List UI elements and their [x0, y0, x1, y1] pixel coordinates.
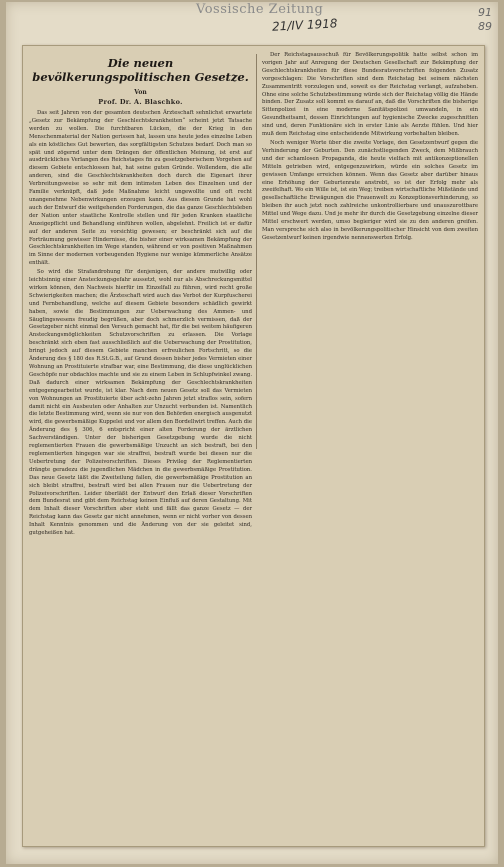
paragraph: Noch weniger Worte über die zweite Vorlage, den Gesetzentwurf gegen die Verhinderung der Geburten. Den zunächstliegenden Zweck, dem Mißbrauch und der schamlosen Propaganda, die heute vielfach mit antikonzeptionellen Mitteln getrieben wird, entgegenzuwirken, würde ein solches Gesetz im gewissen Umfange erreichen können. Wenn das Gesetz aber darüber hinaus eine Erhöhung der Geburtenrate anstrebt, so ist der Erfolg mehr als zweifelhaft. Wo ein Wille ist, ist ein Weg; treiben wirtschaftliche Mißstände und gesellschaftliche Erwägungen die Frauenwelt zu Konzeptionsverhinderung, so bleiben ihr auch jetzt noch zahlreiche unkontrollierbare und unauszurottbare Mittel und Wege dazu. Und je mehr ihr durch die Gesetzgebung einzelne dieser Mittel erschwert werden, umso begieriger wird sie zu den anderen greifen. Man verspreche sich also in bevölkerungspolitischer Hinsicht von dem zweiten Gesetzentwurf keinen irgendwie nennenswerten Erfolg.	[262, 139, 478, 241]
article-title: Die neuen bevölkerungspolitischen Gesetze.	[32, 56, 249, 84]
newspaper-clipping	[22, 45, 485, 847]
paragraph: Der Reichstagsausschuß für Bevölkerungspolitik hatte selbst schon im vorigen Jahr auf Anregung der Deutschen Gesellschaft zur Bekämpfung der Geschlechtskrankheiten für diese Bundesratsvorschriften folgenden Zusatz vorgeschlagen: Die Vorschriften sind dem Reichstag bei seinem nächsten Zusammentritt vorzulegen und, soweit es der Reichstag verlangt, aufzuheben. Ohne eine solche Schutzbestimmung würde sich der Reichstag völlig die Hände binden. Der Zusatz soll kommt es darauf an, daß die Vorschriften die bisherige Sittenpolizei in eine moderne Sanitätspolizei umwandeln, in ein Gesundheitsamt, dessen Einrichtungen auf hygienische Zwecke zugeschnitten sind und, deren Funktionäre sich in erster Linie als Aerzte fühlen. Und hier muß dem Reichstag eine entscheidende Mitwirkung vorbehalten bleiben.	[262, 52, 478, 138]
paragraph: So wird die Strafandrohung für denjenigen, der andere mutwillig oder leichtsinnig einer Ansteckungsgefahr aussetzt, wohl nur als Abschreckungsmittel wirken können, den Nachweis hierfür im Einzelfall zu führen, wird recht große Schwierigkeiten machen; die Ärzteschaft wird auch das Verbot der Kurpfuscherei und Fernbehandlung, welche auf diesem Gebiete besonders schädlich gewirkt haben, sowie die Bestimmungen zur Ueberwachung des Ammen- und Säuglingswesens freudig begrüßen, aber doch schmerzlich vermissen, daß der Gesetzgeber nicht einmal den Versuch gemacht hat, für die bei weitem häufigeren Ansteckungsmöglichkeiten Schutzvorschriften zu erlassen. Die Vorlage beschränkt sich eben fast ausschließlich auf die Ueberwachung der Prostitution, bringt jedoch auf diesem Gebiete manchen erfreulichen Fortschritt, so die Änderung des § 180 des R.St.G.B., auf Grund dessen bisher jedes Vermieten einer Wohnung an Prostituierte strafbar war, eine Bestimmung, die diese unglücklichen Geschöpfe nur obdachlos machte und sie zu einem Leben in Schlupfwinkel zwang. Daß dadurch einer wirksamen Bekämpfung der Geschlechtskrankheiten entgegengearbeitet wurde, ist klar. Nach dem neuen Gesetz soll das Vermieten von Wohnungen an Prostituierte über acht-zehn Jahren jetzt straflos sein, sofern damit nicht ein Ausbeuten oder Anhalten zur Unzucht verbunden ist. Namentlich die letzte Bestimmung wird, wenn sie nur von den Behörden energisch ausgenutzt wird, die gewerbsmäßige Kuppelei und vor allem den Bordellwirt treffen. Auch die Änderung des § 306, 6 entspricht einer alten Forderung der ärztlichen Sachverständigen. Unter der bisherigen Gesetzgebung wurde die nicht reglementierten Frauen die gewerbsmäßige Unzucht an sich bestraft, bei den reglementierten hingegen war sie straffrei, bestraft wurde bei diesen nur die Uebertretung der Polizeivorschriften. Dieses Privileg der Reglementierten drängte geradezu die jugendlichen Mädchen in die gewerbsmäßige Prostitution. Das neue Gesetz läßt die Zweiteilung fallen, die gewerbsmäßige Prostitution an sich bleibt straffrei, bestraft wird bei allen Frauen nur die Uebertretung der Polizeivorschriften. Leider überläßt der Entwurf den Erlaß dieser Vorschriften dem Bundesrat und gibt dem Reichstag keinen Einfluß auf deren Gestaltung. Mit dem Inhalt dieser Vorschriften aber steht und fällt das ganze Gesetz — der Reichstag kann das Gesetz gar nicht annehmen, wenn er nicht vorher von dessen Inhalt Kenntnis genommen und die Änderung von der sie geleitet sind, gutgeheißen hat.	[29, 269, 252, 537]
left-column	[29, 52, 252, 538]
byline-author: Prof. Dr. A. Blaschko.	[98, 98, 183, 106]
paragraph: Das seit Jahren von der gesamten deutschen Ärzteschaft sehnlichst erwartete „Gesetz zur Bekämpfung der Geschlechtskrankheiten“ scheint jetzt Tatsache werden zu wollen. Die furchtbaren Lücken, die der Krieg in den Menschenmaterial der Nation gerissen hat, lassen uns heute jedes einzelne Leben als ein köstliches Gut bewerten, das sorgfältigsten Schutzes bedarf. Doch man so spät und zögernd unter dem Drängen der öffentlichen Meinung, ist erst auf ausdrückliches Verlangen des Reichstages fin zu gesetzgeberischem Vorgehen auf diesem Gebiete entschlossen hat, hat seine guten Gründe. Wollendem, die alle anderen, sind die Geschlechtskrankheiten doch durch die Eigenart ihrer Verbreitungsweise so sehr mit dem intimsten Leben des Einzelnen und der Familie verknüpft, daß jede Maßnahme leicht ungewollte und oft recht unangenehme Nebenwirkungen erzeugen kann. Aus diesem Grunde hat wohl auch der Entwurf die weitgehenden Forderungen, die das ganze Geschlechtsleben der Nation unter staatliche Kontrolle stellen und für jeden Kranken staatliche Anzeigepflicht und Behandlung einführen wollen, abgelehnt. Freilich ist er dafür auf der anderen Seite zu vorsichtig gewesen; er beschränkt sich auf die Forträumung gewisser Hindernisse, die bisher einer wirksamen Bekämpfung der Geschlechtskrankheiten im Wege standen, während er von positiven Maßnahmen im Sinne der modernen vorbeugenden Hygiene nur wenige kümmerliche Ansätze enthält.	[29, 110, 252, 267]
byline-von: Von	[134, 89, 147, 96]
column-divider	[256, 54, 257, 449]
newspaper-stamp: Vossische Zeitung	[196, 2, 324, 17]
handwritten-corner-marks: 91 89	[478, 6, 492, 33]
right-column	[262, 52, 478, 243]
handwritten-date: 21/IV 1918	[271, 16, 338, 34]
